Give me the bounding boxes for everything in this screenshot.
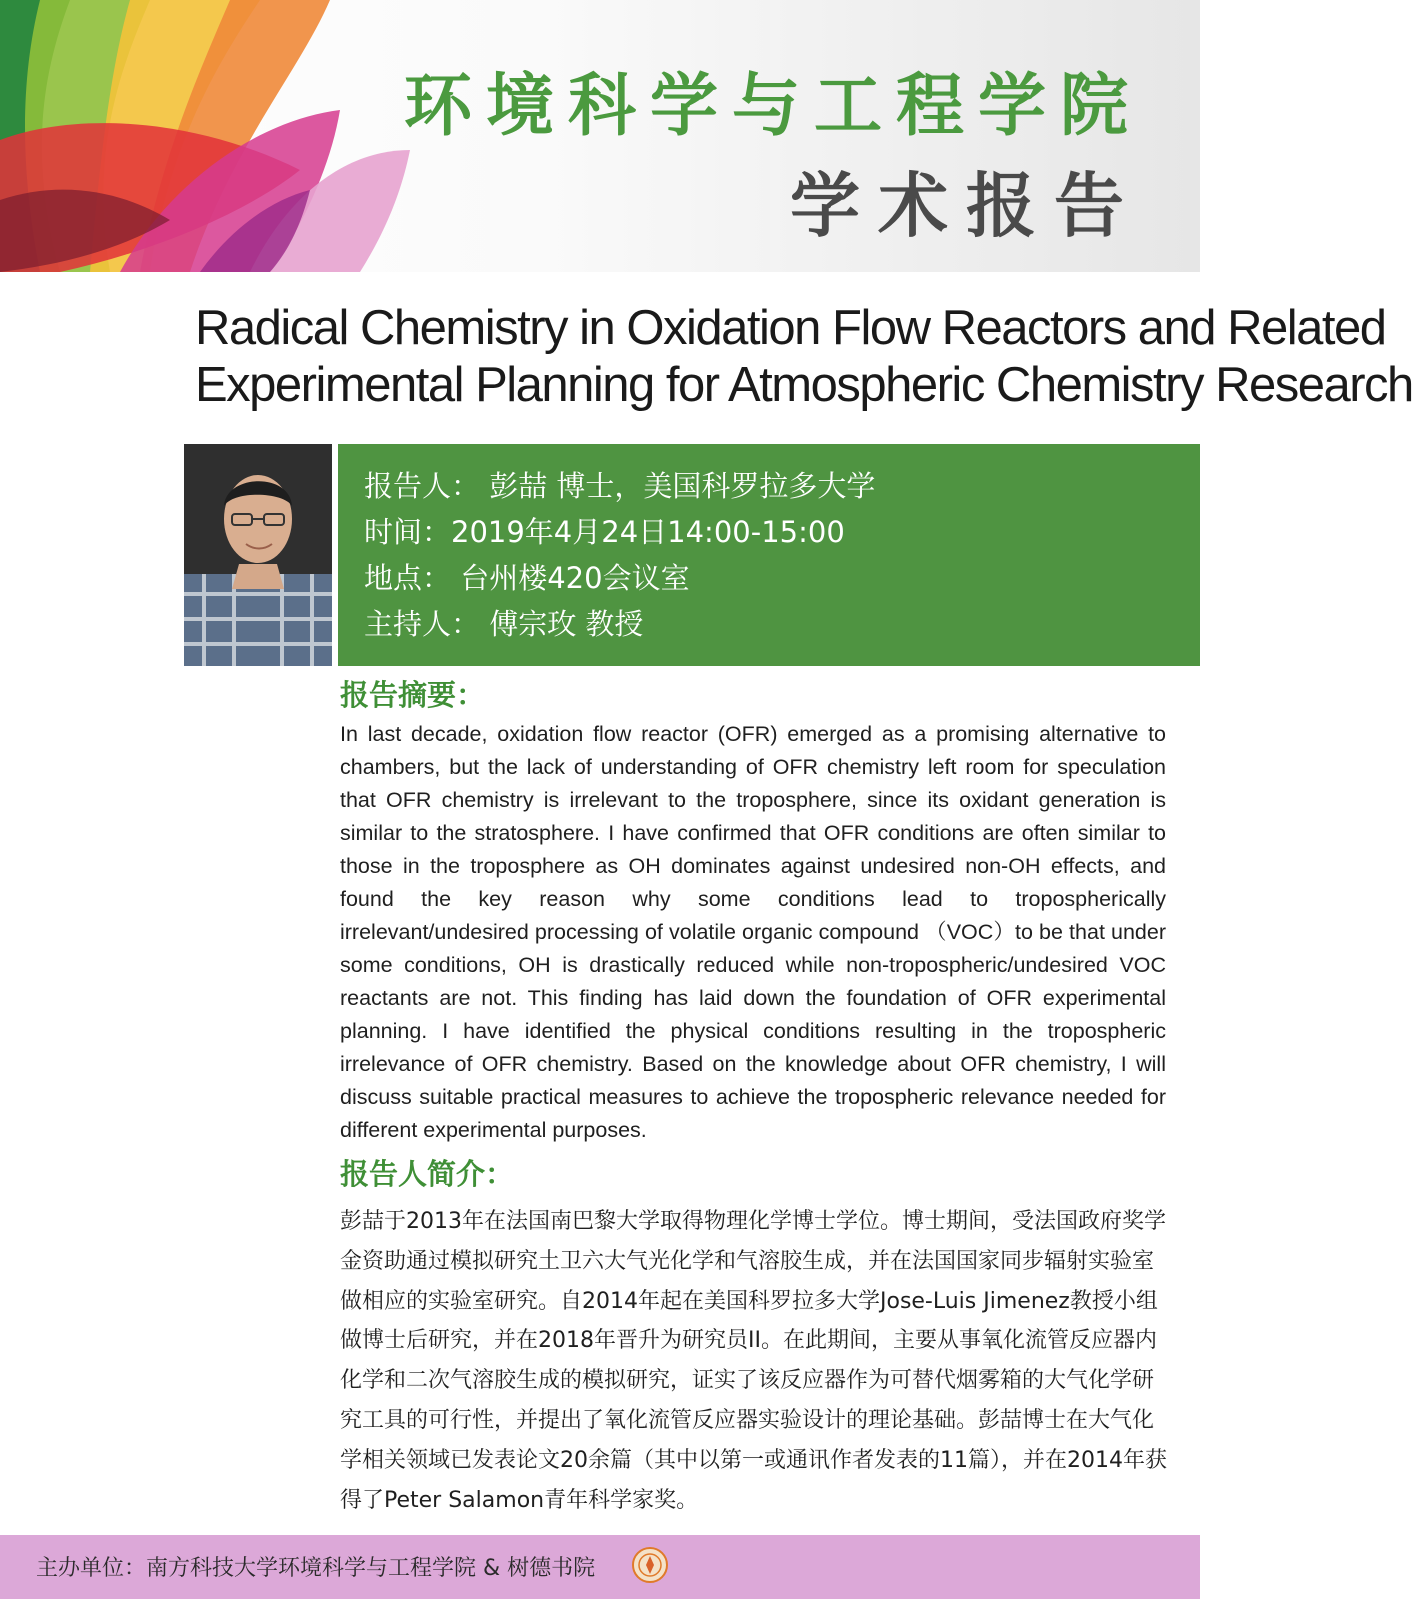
report-label: 学术报告: [790, 164, 1142, 247]
talk-info-box: [338, 444, 1200, 666]
bio-heading: 报告人简介：: [340, 1157, 515, 1191]
organizer-text: 主办单位：南方科技大学环境科学与工程学院 & 树德书院: [36, 1556, 596, 1581]
footer-bar: [0, 1535, 1200, 1599]
host-line: 主持人： 傅宗玫 教授: [364, 607, 644, 641]
header-banner: [0, 0, 1200, 272]
abstract-text: In last decade, oxidation flow reactor (OFR) emerged as a promising alternative to chambers, but the lack of understanding of OFR chemistry left room for speculation that OFR chemistry is irrelevant to the troposphere, since its oxidant generation is similar to the stratosphere. I have confirmed that OFR conditions are often similar to those in the troposphere as OH dominates against undesired non-OH effects, and found the key reason why some conditions lead to tropospherically irrelevant/undesired processing of volatile organic compound （VOC）to be that under some conditions, OH is drastically reduced while non-tropospheric/undesired VOC reactants are not. This finding has laid down the foundation of OFR experimental planning. I have identified the physical conditions resulting in the tropospheric irrelevance of OFR chemistry. Based on the knowledge about OFR chemistry, I will discuss suitable practical measures to achieve the tropospheric relevance needed for different experimental purposes.: [340, 722, 1166, 1142]
petal-decoration: [0, 0, 420, 272]
talk-title-line-2: Experimental Planning for Atmospheric Chemistry Research: [195, 358, 1413, 412]
abstract-heading: 报告摘要：: [340, 678, 486, 712]
talk-title-line-1: Radical Chemistry in Oxidation Flow Reactors and Related: [195, 301, 1386, 355]
talk-title: [195, 300, 1413, 414]
bio-text: 彭喆于2013年在法国南巴黎大学取得物理化学博士学位。博士期间，受法国政府奖学金资助通过模拟研究土卫六大气光化学和气溶胶生成，并在法国国家同步辐射实验室做相应的实验室研究。自2014年起在美国科罗拉多大学Jose-Luis Jimenez教授小组做博士后研究，并在2018年晋升为研究员II。在此期间，主要从事氧化流管反应器内化学和二次气溶胶生成的模拟研究，证实了该反应器作为可替代烟雾箱的大气化学研究工具的可行性，并提出了氧化流管反应器实验设计的理论基础。彭喆博士在大气化学相关领域已发表论文20余篇（其中以第一或通讯作者发表的11篇），并在2014年获得了Peter Salamon青年科学家奖。: [340, 1209, 1167, 1513]
location-line: 地点： 台州楼420会议室: [364, 561, 690, 595]
speaker-line: 报告人： 彭喆 博士，美国科罗拉多大学: [364, 469, 876, 503]
college-logo-icon: [630, 1545, 670, 1585]
time-line: 时间：2019年4月24日14:00-15:00: [364, 515, 845, 549]
school-name: 环境科学与工程学院: [403, 66, 1142, 146]
speaker-photo: [184, 444, 332, 666]
